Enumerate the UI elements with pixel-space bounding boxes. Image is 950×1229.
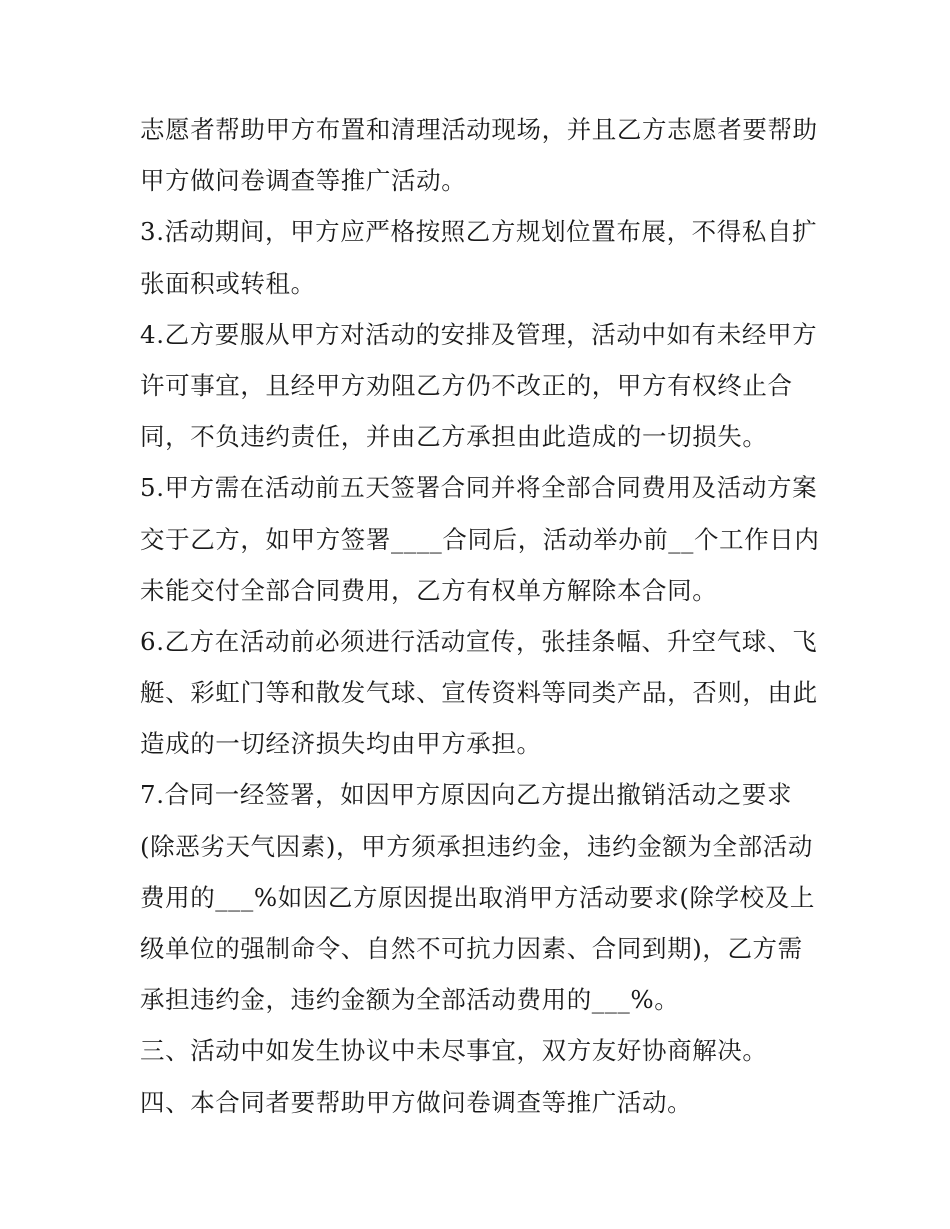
text-line: 艇、彩虹门等和散发气球、宣传资料等同类产品，否则，由此	[140, 678, 818, 708]
text-line: 张面积或转租。	[140, 268, 316, 298]
text-line: 5.甲方需在活动前五天签署合同并将全部合同费用及活动方案	[140, 473, 818, 503]
text-line: 志愿者帮助甲方布置和清理活动现场，并且乙方志愿者要帮助	[140, 115, 818, 144]
text-line: 3.活动期间，甲方应严格按照乙方规划位置布展，不得私自扩	[140, 217, 818, 247]
document-body	[140, 104, 820, 1128]
text-line: 费用的___%如因乙方原因提出取消甲方活动要求(除学校及上	[140, 882, 815, 912]
text-line: 级单位的强制命令、自然不可抗力因素、合同到期)，乙方需	[140, 934, 803, 963]
text-line: 6.乙方在活动前必须进行活动宣传，张挂条幅、升空气球、飞	[140, 626, 818, 656]
text-line: 交于乙方，如甲方签署____合同后，活动举办前__个工作日内	[140, 524, 820, 554]
text-line: 未能交付全部合同费用，乙方有权单方解除本合同。	[140, 575, 718, 605]
text-line: 造成的一切经济损失均由甲方承担。	[140, 729, 542, 759]
text-line: 许可事宜，且经甲方劝阻乙方仍不改正的，甲方有权终止合	[140, 370, 793, 400]
text-line: 同，不负违约责任，并由乙方承担由此造成的一切损失。	[140, 422, 768, 452]
text-line: 四、本合同者要帮助甲方做问卷调查等推广活动。	[140, 1087, 693, 1117]
text-line: (除恶劣天气因素)，甲方须承担违约金，违约金额为全部活动	[140, 831, 813, 861]
text-line: 4.乙方要服从甲方对活动的安排及管理，活动中如有未经甲方	[140, 319, 818, 349]
text-line: 承担违约金，违约金额为全部活动费用的___%。	[140, 985, 680, 1015]
text-line: 三、活动中如发生协议中未尽事宜，双方友好协商解决。	[140, 1036, 768, 1066]
text-line: 7.合同一经签署，如因甲方原因向乙方提出撤销活动之要求	[140, 780, 793, 810]
text-line: 甲方做问卷调查等推广活动。	[140, 166, 467, 196]
